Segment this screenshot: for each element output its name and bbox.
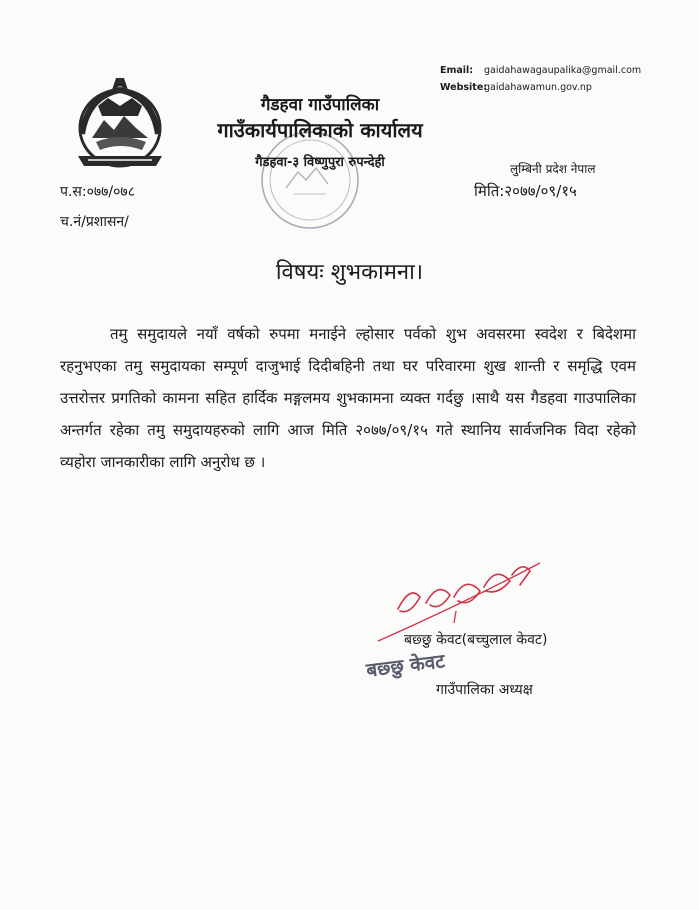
- email-label: Email:: [440, 65, 474, 76]
- signatory-designation: गाउँपालिका अध्यक्ष: [436, 682, 533, 698]
- letter-subject: विषयः शुभकामना।: [275, 260, 424, 285]
- office-seal-icon: [250, 128, 370, 232]
- dispatch-number: च.नं/प्रशासन/: [60, 214, 129, 230]
- reference-number: प.स:०७७/०७८: [60, 184, 135, 200]
- province-label: लुम्बिनी प्रदेश नेपाल: [510, 162, 596, 176]
- website-url: gaidahawamun.gov.np: [484, 82, 592, 93]
- email-address: gaidahawagaupalika@gmail.com: [484, 65, 642, 76]
- website-label: Website:: [440, 82, 488, 93]
- office-name: गाउँकार्यपालिकाको कार्यालय: [217, 118, 423, 142]
- letter-body: [60, 318, 636, 478]
- letter-date: मिति:२०७७/०९/१५: [474, 182, 577, 200]
- office-address: गैडहवा-३ विष्णुपुरा रुपन्देही: [255, 155, 385, 170]
- municipality-name: गैडहवा गाउँपालिका: [260, 95, 380, 115]
- signatory-name: बछ्छु केवट(बच्चुलाल केवट): [404, 632, 548, 648]
- letter-body-text: तमु समुदायले नयाँ वर्षको रुपमा मनाईने ल्होसार पर्वको शुभ अवसरमा स्वदेश र बिदेशमा रहनुभएका तमु समुदायका सम्पूर्ण दाजुभाई दिदीबहिनी तथा घर परिवारमा शुख शान्ती र समृद्धि एवम उत्तरोत्तर प्रगतिको कामना सहित हार्दिक मङ्गलमय शुभकामना व्यक्त गर्दछु ।साथै यस गैडहवा गाउपालिका अन्तर्गत रहेका तमु समुदायहरुको लागि आज मिति २०७७/०९/१५ गते स्थानिय सार्वजनिक विदा रहेको व्यहोरा जानकारीका लागि अनुरोध छ ।: [60, 325, 636, 471]
- signatory-stamp: बछ्छु केवट: [365, 650, 447, 682]
- nepal-emblem-icon: [68, 76, 172, 174]
- contact-block: [440, 62, 641, 96]
